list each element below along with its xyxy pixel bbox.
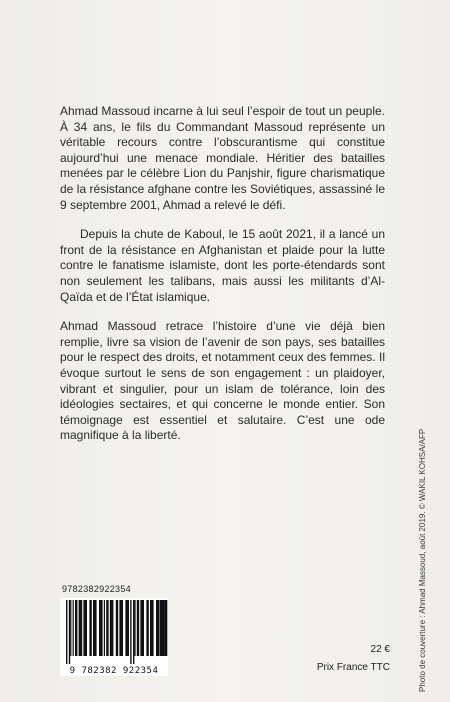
- barcode-bar: [125, 600, 129, 656]
- barcode-bar: [66, 600, 67, 664]
- barcode-bar: [69, 600, 70, 664]
- barcode-bar: [119, 600, 123, 656]
- barcode-bar: [137, 600, 139, 656]
- photo-credit: Photo de couverture : Ahmad Massoud, août 2019. © WAKIL KOHSA/AFP: [418, 428, 427, 692]
- isbn-number: 9782382922354: [62, 584, 131, 594]
- barcode-bar: [146, 600, 148, 656]
- blurb-paragraph-1: Ahmad Massoud incarne à lui seul l’espoir de tout un peuple. À 34 ans, le fils du Commandant Massoud représente un véritable recours contre l’obscurantisme qui constitue aujourd’hui une menace mondiale. Héritier des batailles menées par le célèbre Lion du Panjshir, figure charismatique de la résistance afghane contre les Soviétiques, assassiné le 9 septembre 2001, Ahmad a relevé le défi.: [60, 104, 385, 212]
- barcode-bar: [156, 600, 160, 656]
- price-label: Prix France TTC: [316, 662, 390, 673]
- barcode-bar: [106, 600, 108, 656]
- barcode-bar: [70, 600, 71, 656]
- barcode-bar: [165, 600, 167, 656]
- barcode-bars: [60, 598, 168, 664]
- barcode-digits: 9 782382 922354: [60, 666, 168, 676]
- barcode: [60, 598, 168, 676]
- barcode-bar: [130, 600, 131, 664]
- barcode-bar: [75, 600, 77, 656]
- barcode-bar: [89, 600, 91, 656]
- barcode-bar: [150, 600, 154, 656]
- barcode-bar: [134, 600, 135, 656]
- barcode-bar: [83, 600, 87, 656]
- blurb: [60, 104, 385, 458]
- barcode-bar: [133, 600, 134, 664]
- barcode-bar: [140, 600, 144, 656]
- blurb-paragraph-3: Ahmad Massoud retrace l’histoire d’une vie déjà bien remplie, livre sa vision de l’avenir de son pays, ses batailles pour le respect des droits, et notamment ceux des femmes. Il évoque surtout le sens de son engagement : un plaidoyer, vibrant et singulier, pour un islam de tolérance, loin des idéologies sectaires, et qui concerne le monde entier. Son témoignage est essentiel et salutaire. C’est une ode magnifique à la liberté.: [60, 319, 385, 443]
- barcode-bar: [104, 600, 105, 656]
- barcode-bar: [110, 600, 114, 656]
- barcode-bar: [160, 600, 162, 656]
- barcode-bar: [116, 600, 118, 656]
- blurb-paragraph-2: Depuis la chute de Kaboul, le 15 août 2021, il a lancé un front de la résistance en Afghanistan et plaide pour la lutte contre le fanatisme islamiste, dont les porte-étendards sont non seulement les talibans, mais aussi les militants d’Al-Qaïda et de l’État islamique.: [60, 227, 385, 304]
- barcode-bar: [79, 600, 83, 656]
- price-value: 22 €: [370, 644, 390, 655]
- price-block: [317, 641, 390, 677]
- barcode-bar: [73, 600, 74, 656]
- barcode-bar: [99, 600, 103, 656]
- barcode-bar: [93, 600, 97, 656]
